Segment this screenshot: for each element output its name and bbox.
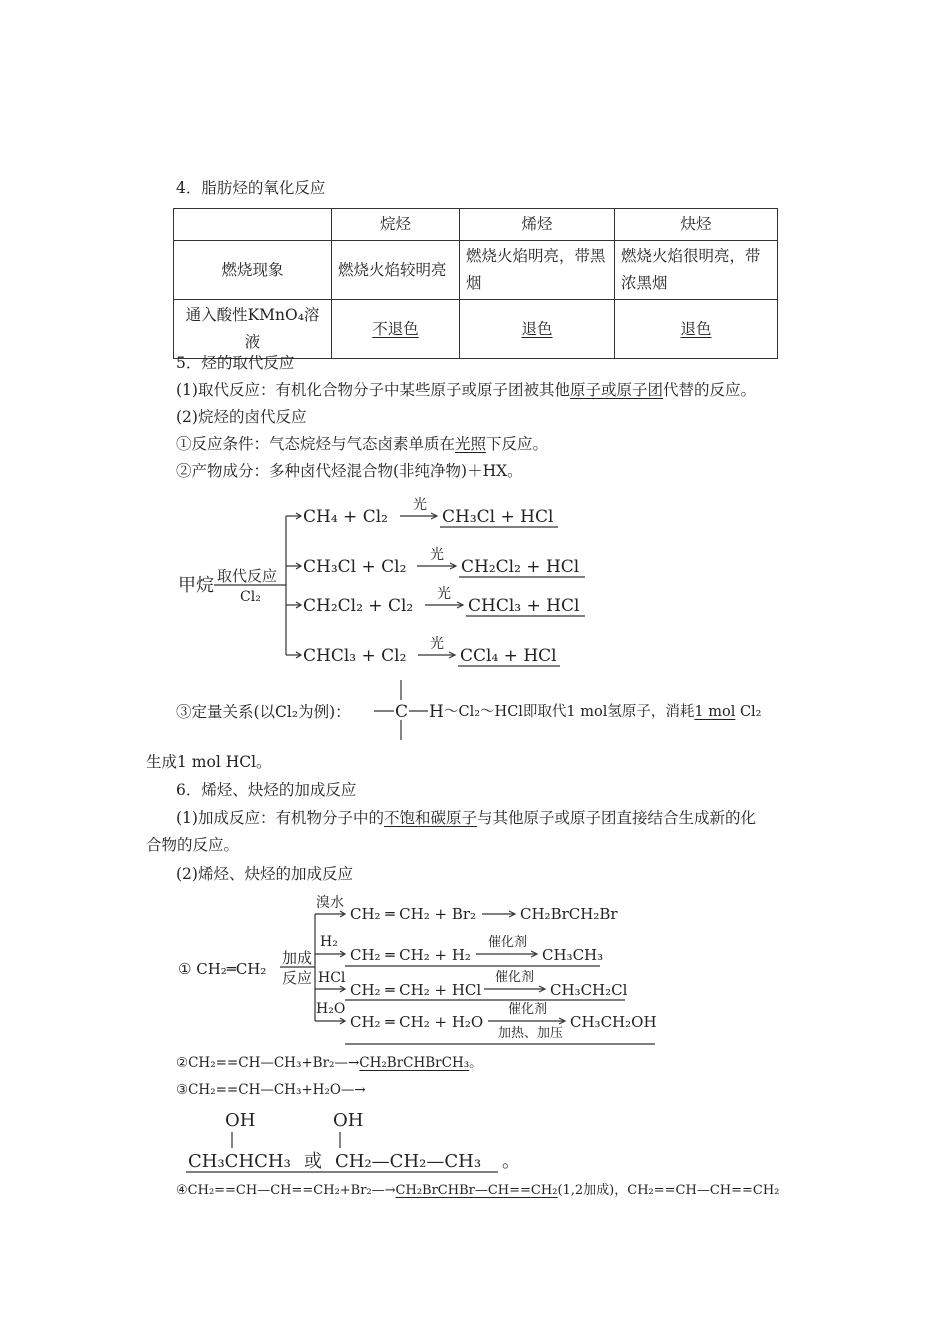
- ethene-label: ① CH₂═CH₂: [178, 960, 267, 978]
- product-propanol: CH₂—CH₂—CH₃: [335, 1151, 482, 1172]
- eq-water-right: CH₃CH₂OH: [570, 1013, 657, 1031]
- section-4-heading: 4．脂肪烃的氧化反应: [176, 179, 326, 197]
- eq2-products: CH₂Cl₂ + HCl: [461, 557, 580, 577]
- methane-label: 甲烷: [178, 575, 214, 596]
- quantitative-relation-label: ③定量关系(以Cl₂为例)：: [176, 703, 351, 721]
- section-5-heading: 5．烃的取代反应: [176, 354, 295, 372]
- period: 。: [502, 1151, 520, 1172]
- eq-hcl-right: CH₃CH₂Cl: [550, 981, 628, 999]
- eq1-products: CH₃Cl + HCl: [442, 507, 554, 527]
- answer-blank: 1 mol: [694, 704, 736, 720]
- product-isopropanol: CH₃CHCH₃: [188, 1151, 291, 1172]
- eq-water-left: CH₂ ═ CH₂ + H₂O: [350, 1013, 484, 1031]
- eq-br-left: CH₂ ═ CH₂ + Br₂: [350, 905, 477, 923]
- eq1-condition: 光: [413, 497, 427, 513]
- table-header-alkene: 烯烃: [460, 209, 615, 241]
- eq-h2-right: CH₃CH₃: [542, 946, 604, 964]
- eq4-condition: 光: [430, 636, 444, 652]
- cell-alkene-kmno4: 退色: [521, 319, 553, 338]
- reaction-condition: ①反应条件：气态烷烃与气态卤素单质在光照下反应。: [176, 435, 549, 453]
- ethene-arrow-top: 加成: [282, 949, 313, 967]
- product-composition: ②产物成分：多种卤代烃混合物(非纯净物)＋HX。: [176, 462, 523, 480]
- eq-water-condition-2: 加热、加压: [498, 1026, 564, 1041]
- answer-blank: CH₂BrCHBrCH₃: [359, 1055, 470, 1071]
- alkene-addition-heading: (2)烯烃、炔烃的加成反应: [176, 865, 353, 883]
- quantitative-relation-cont: 生成1 mol HCl。: [146, 753, 272, 771]
- eq2-reactants: CH₃Cl + Cl₂: [303, 557, 407, 577]
- answer-blank: 不饱和碳原子: [383, 809, 477, 827]
- reagent-bromine-water: 溴水: [316, 895, 344, 911]
- quantitative-relation: ～Cl₂～HCl即取代1 mol氢原子，消耗1 mol Cl₂: [444, 704, 762, 720]
- cell-alkene-combustion: 燃烧火焰明亮，带黑烟: [460, 241, 615, 300]
- answer-blank: CH₂BrCHBr—CH==CH₂: [395, 1183, 558, 1198]
- row-label-combustion: 燃烧现象: [174, 241, 332, 300]
- section-6-heading: 6．烯烃、炔烃的加成反应: [176, 781, 357, 799]
- oh-group-1: OH: [225, 1110, 256, 1131]
- eq4-products: CCl₄ + HCl: [460, 646, 557, 666]
- eq1-reactants: CH₄ + Cl₂: [303, 507, 388, 527]
- alkane-halogenation-heading: (2)烷烃的卤代反应: [176, 408, 307, 426]
- carbon-atom: C: [395, 702, 409, 722]
- substitution-definition: (1)取代反应：有机化合物分子中某些原子或原子团被其他原子或原子团代替的反应。: [176, 381, 756, 399]
- addition-definition-cont: 合物的反应。: [146, 836, 240, 854]
- eq-h2-condition: 催化剂: [488, 935, 528, 950]
- cell-alkyne-combustion: 燃烧火焰很明亮，带浓黑烟: [615, 241, 778, 300]
- or-word: 或: [304, 1151, 322, 1172]
- answer-blank: 光照: [455, 435, 487, 453]
- propene-bromine-equation: ②CH₂==CH—CH₃+Br₂—→CH₂BrCHBrCH₃。: [176, 1055, 483, 1071]
- cell-alkyne-kmno4: 退色: [680, 319, 712, 338]
- cell-alkane-kmno4: 不退色: [372, 319, 419, 338]
- ethene-arrow-bottom: 反应: [282, 969, 313, 987]
- answer-blank: 原子或原子团: [569, 381, 663, 399]
- eq3-condition: 光: [437, 586, 451, 602]
- addition-definition: (1)加成反应：有机物分子中的不饱和碳原子与其他原子或原子团直接结合生成新的化: [176, 809, 756, 827]
- butadiene-bromine-equation: ④CH₂==CH—CH==CH₂+Br₂—→CH₂BrCHBr—CH==CH₂(1,2加成)，CH₂==CH—CH==CH₂: [176, 1183, 780, 1198]
- scheme-arrow-bottom: Cl₂: [240, 589, 261, 605]
- hydrogen-atom: H: [429, 702, 444, 722]
- eq3-reactants: CH₂Cl₂ + Cl₂: [303, 596, 414, 616]
- table-header-alkane: 烷烃: [332, 209, 460, 241]
- reagent-water: H₂O: [316, 1001, 346, 1017]
- reagent-hydrogen: H₂: [320, 934, 338, 950]
- eq4-reactants: CHCl₃ + Cl₂: [303, 646, 407, 666]
- row-label-kmno4: 通入酸性KMnO₄溶液: [174, 300, 332, 359]
- propene-water-equation: ③CH₂==CH—CH₃+H₂O—→: [176, 1082, 366, 1098]
- eq-hcl-left: CH₂ ═ CH₂ + HCl: [350, 981, 482, 999]
- oh-group-2: OH: [333, 1110, 364, 1131]
- eq2-condition: 光: [430, 547, 444, 563]
- eq-br-right: CH₂BrCH₂Br: [520, 905, 618, 923]
- eq3-products: CHCl₃ + HCl: [468, 596, 580, 616]
- scheme-arrow-top: 取代反应: [217, 567, 278, 585]
- eq-water-condition: 催化剂: [508, 1002, 548, 1017]
- eq-h2-left: CH₂ ═ CH₂ + H₂: [350, 946, 471, 964]
- eq-hcl-condition: 催化剂: [495, 970, 535, 985]
- cell-alkane-combustion: 燃烧火焰较明亮: [332, 241, 460, 300]
- table-header-alkyne: 炔烃: [615, 209, 778, 241]
- reagent-hcl: HCl: [318, 970, 346, 986]
